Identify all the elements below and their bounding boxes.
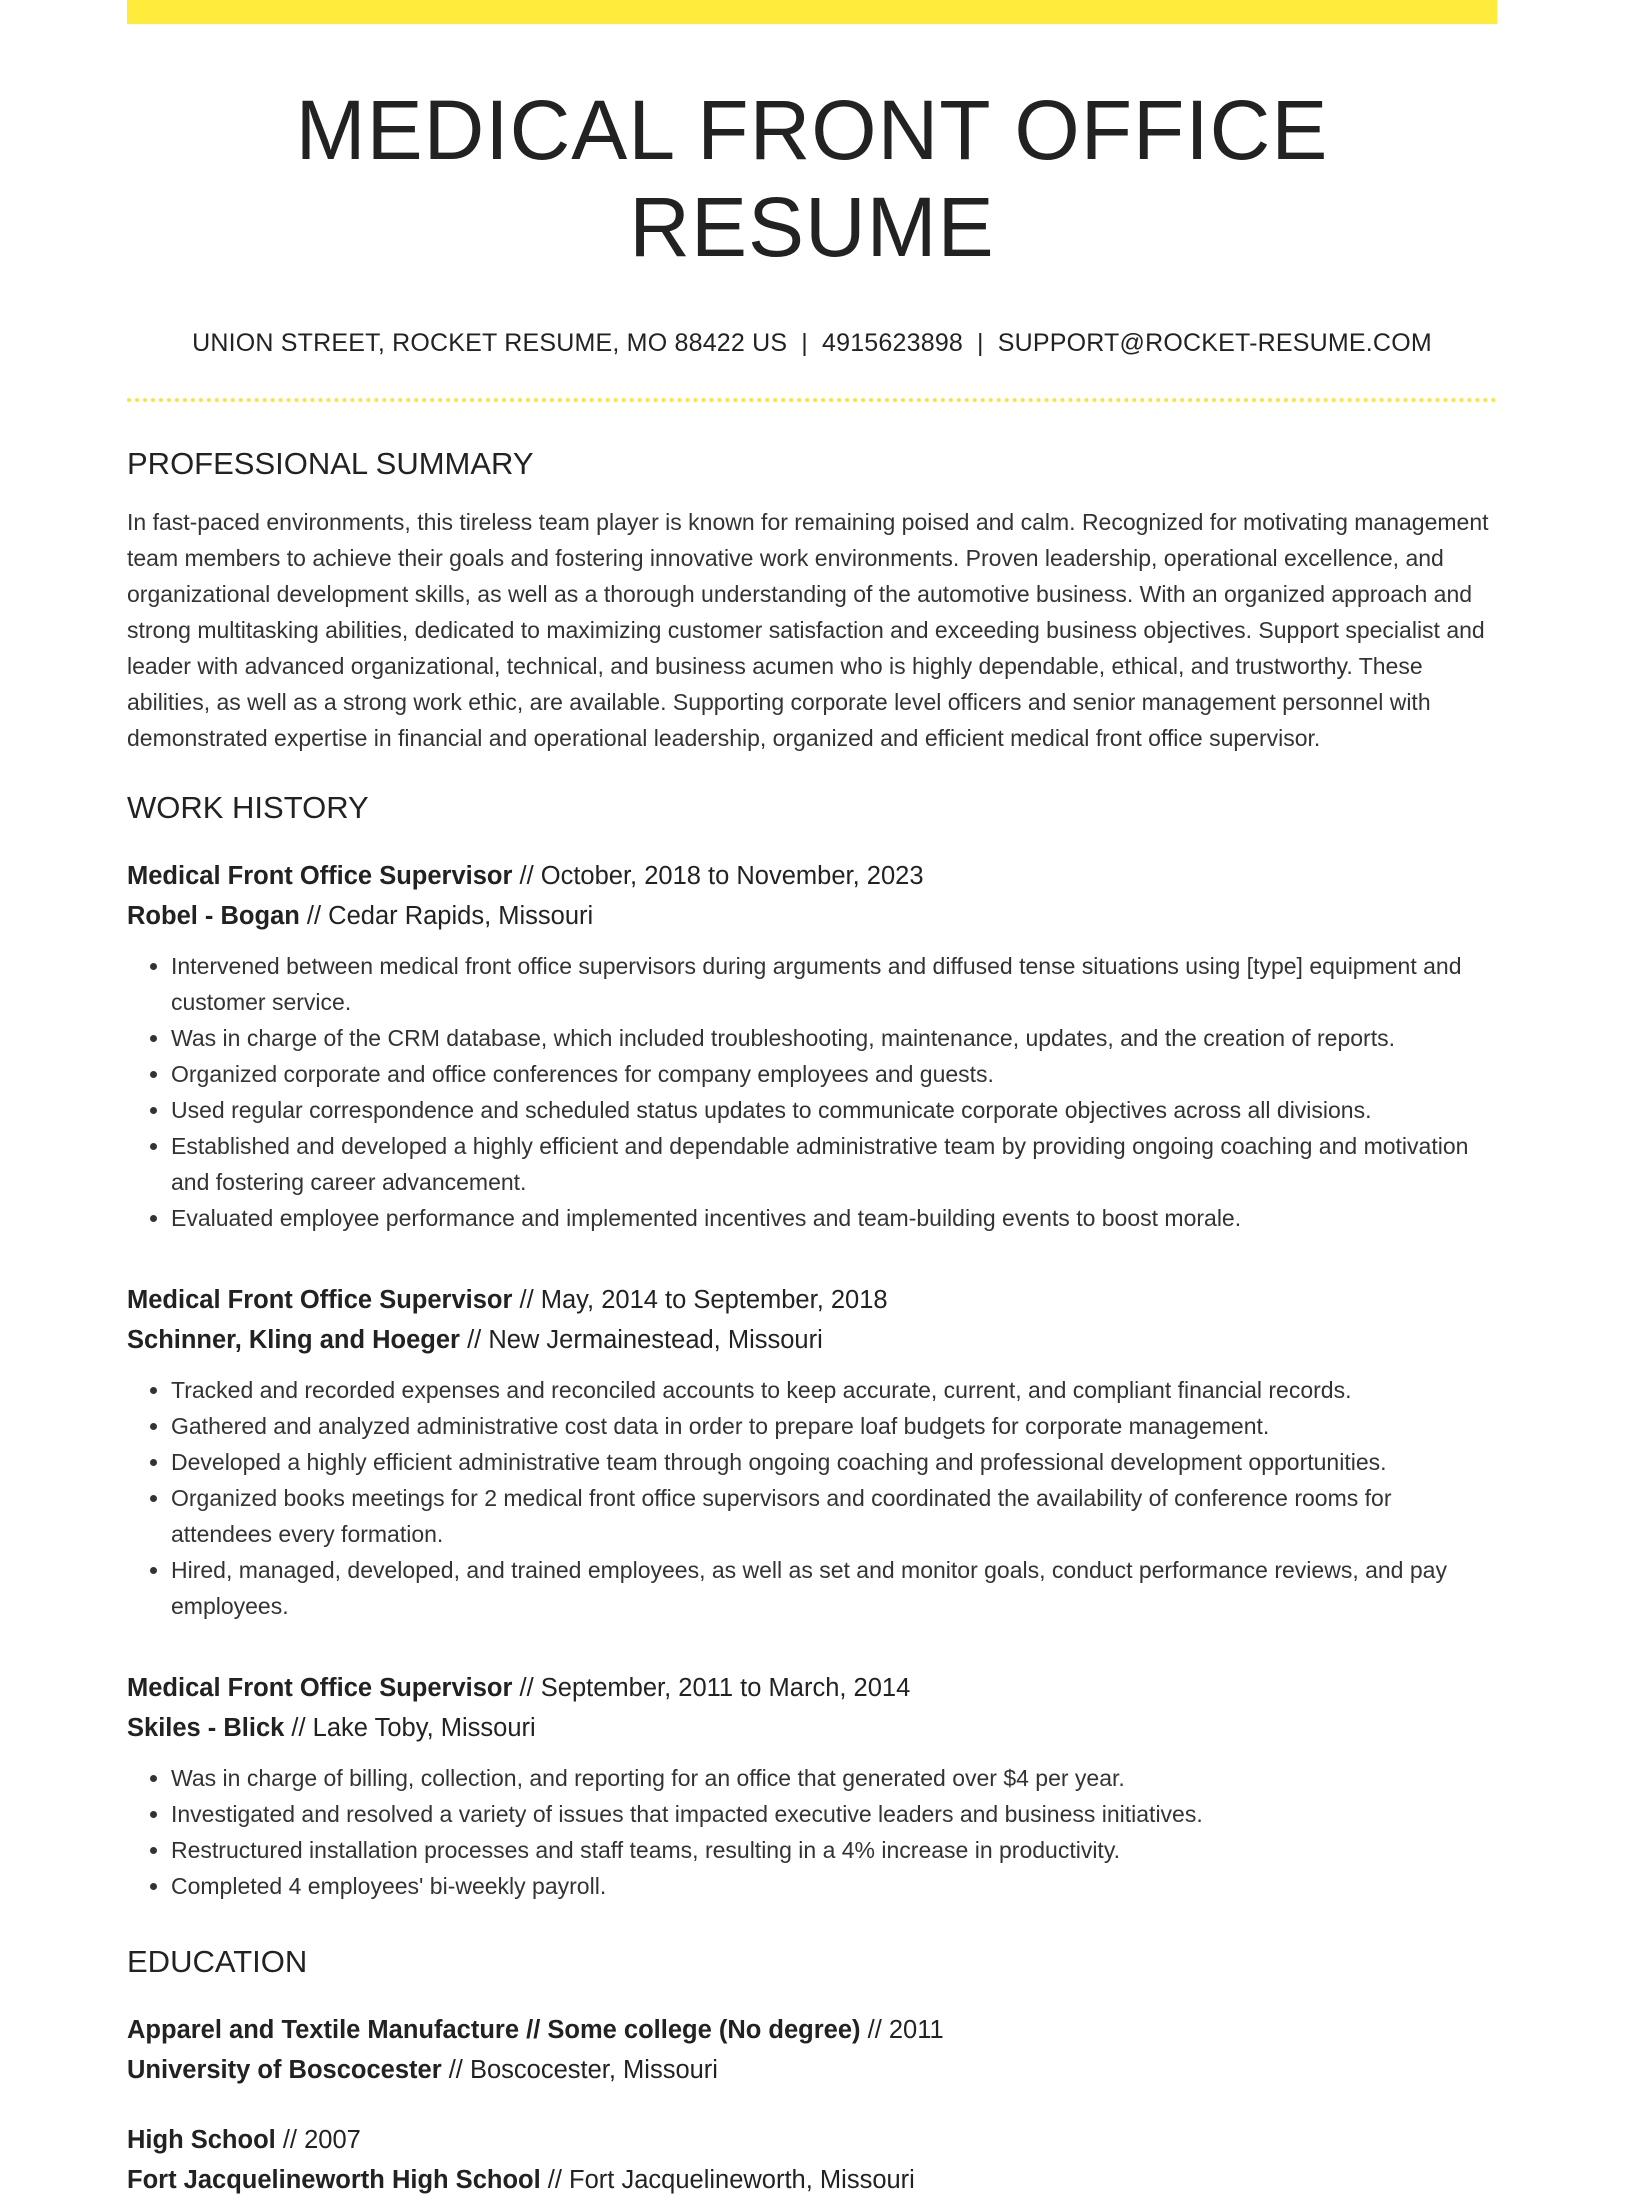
list-item: • Was in charge of billing, collection, and reporting for an office that generated over $4 per year. xyxy=(171,1760,1497,1796)
list-item: • Intervened between medical front office supervisors during arguments and diffused tense situations using [type] equipment and customer service. xyxy=(171,948,1497,1020)
job-entry xyxy=(127,1668,1497,1904)
job-location: // New Jermainestead, Missouri xyxy=(459,1326,823,1355)
job-company: Robel - Bogan xyxy=(127,902,300,931)
education-year: // 2007 xyxy=(275,2126,361,2155)
job-bullets xyxy=(127,948,1497,1236)
job-location: // Cedar Rapids, Missouri xyxy=(299,902,594,931)
list-item: • Evaluated employee performance and implemented incentives and team-building events to boost morale. xyxy=(171,1200,1497,1236)
job-bullets xyxy=(127,1372,1497,1624)
education-degree: High School xyxy=(127,2126,276,2155)
summary-heading: PROFESSIONAL SUMMARY xyxy=(127,446,534,482)
job-company: Skiles - Blick xyxy=(127,1714,285,1743)
job-dates: // October, 2018 to November, 2023 xyxy=(512,862,924,891)
education-location: // Fort Jacquelineworth, Missouri xyxy=(540,2166,915,2195)
job-title: Medical Front Office Supervisor xyxy=(127,1286,513,1315)
job-dates: // September, 2011 to March, 2014 xyxy=(512,1674,911,1703)
education-entry xyxy=(127,2010,1497,2090)
education-entry xyxy=(127,2120,1497,2200)
dotted-divider xyxy=(127,398,1497,402)
list-item: • Used regular correspondence and scheduled status updates to communicate corporate objectives across all divisions. xyxy=(171,1092,1497,1128)
education-degree: Apparel and Textile Manufacture // Some college (No degree) xyxy=(127,2016,861,2045)
education-degree-line xyxy=(127,2010,1497,2050)
job-company-line xyxy=(127,1320,1497,1360)
job-company: Schinner, Kling and Hoeger xyxy=(127,1326,460,1355)
job-bullets xyxy=(127,1760,1497,1904)
work-history-heading: WORK HISTORY xyxy=(127,790,369,826)
job-company-line xyxy=(127,1708,1497,1748)
page-title: MEDICAL FRONT OFFICE RESUME xyxy=(295,83,1329,274)
education-school-line xyxy=(127,2050,1497,2090)
job-title-line xyxy=(127,856,1497,896)
education-location: // Boscocester, Missouri xyxy=(441,2056,718,2085)
list-item: • Was in charge of the CRM database, which included troubleshooting, maintenance, updates, and the creation of reports. xyxy=(171,1020,1497,1056)
education-school: University of Boscocester xyxy=(127,2056,442,2085)
contact-separator: | xyxy=(977,329,984,358)
contact-address: UNION STREET, ROCKET RESUME, MO 88422 US xyxy=(192,329,788,358)
job-title: Medical Front Office Supervisor xyxy=(127,1674,513,1703)
job-title-line xyxy=(127,1280,1497,1320)
list-item: • Investigated and resolved a variety of issues that impacted executive leaders and business initiatives. xyxy=(171,1796,1497,1832)
resume-page xyxy=(127,0,1497,2200)
contact-line xyxy=(127,329,1497,358)
education-school: Fort Jacquelineworth High School xyxy=(127,2166,541,2195)
contact-separator: | xyxy=(801,329,808,358)
accent-bar xyxy=(127,0,1497,24)
list-item: • Established and developed a highly efficient and dependable administrative team by providing ongoing coaching and motivation and fostering career advancement. xyxy=(171,1128,1497,1200)
education-heading: EDUCATION xyxy=(127,1944,308,1980)
list-item: • Developed a highly efficient administrative team through ongoing coaching and professional development opportunities. xyxy=(171,1444,1497,1480)
list-item: • Restructured installation processes and staff teams, resulting in a 4% increase in productivity. xyxy=(171,1832,1497,1868)
list-item: • Tracked and recorded expenses and reconciled accounts to keep accurate, current, and compliant financial records. xyxy=(171,1372,1497,1408)
list-item: • Organized books meetings for 2 medical front office supervisors and coordinated the availability of conference rooms for attendees every formation. xyxy=(171,1480,1497,1552)
job-entry xyxy=(127,856,1497,1236)
job-location: // Lake Toby, Missouri xyxy=(284,1714,536,1743)
list-item: • Gathered and analyzed administrative cost data in order to prepare loaf budgets for corporate management. xyxy=(171,1408,1497,1444)
job-company-line xyxy=(127,896,1497,936)
education-degree-line xyxy=(127,2120,1497,2160)
list-item: • Organized corporate and office conferences for company employees and guests. xyxy=(171,1056,1497,1092)
contact-email: SUPPORT@ROCKET-RESUME.COM xyxy=(997,329,1432,358)
list-item: • Completed 4 employees' bi-weekly payroll. xyxy=(171,1868,1497,1904)
list-item: • Hired, managed, developed, and trained employees, as well as set and monitor goals, conduct performance reviews, and pay employees. xyxy=(171,1552,1497,1624)
contact-phone: 4915623898 xyxy=(821,329,964,358)
job-title-line xyxy=(127,1668,1497,1708)
education-year: // 2011 xyxy=(860,2016,944,2045)
job-dates: // May, 2014 to September, 2018 xyxy=(512,1286,888,1315)
job-title: Medical Front Office Supervisor xyxy=(127,862,513,891)
education-school-line xyxy=(127,2160,1497,2200)
job-entry xyxy=(127,1280,1497,1624)
summary-text: In fast-paced environments, this tireless team player is known for remaining poised and calm. Recognized for motivating management team members to achieve their goals and fostering innovative work environments. Proven leadership, operational excellence, and organizational development skills, as well as a thorough understanding of the automotive business. With an organized approach and strong multitasking abilities, dedicated to maximizing customer satisfaction and exceeding business objectives. Support specialist and leader with advanced organizational, technical, and business acumen who is highly dependable, ethical, and trustworthy. These abilities, as well as a strong work ethic, are available. Supporting corporate level officers and senior management personnel with demonstrated expertise in financial and operational leadership, organized and efficient medical front office supervisor. xyxy=(127,509,1489,752)
